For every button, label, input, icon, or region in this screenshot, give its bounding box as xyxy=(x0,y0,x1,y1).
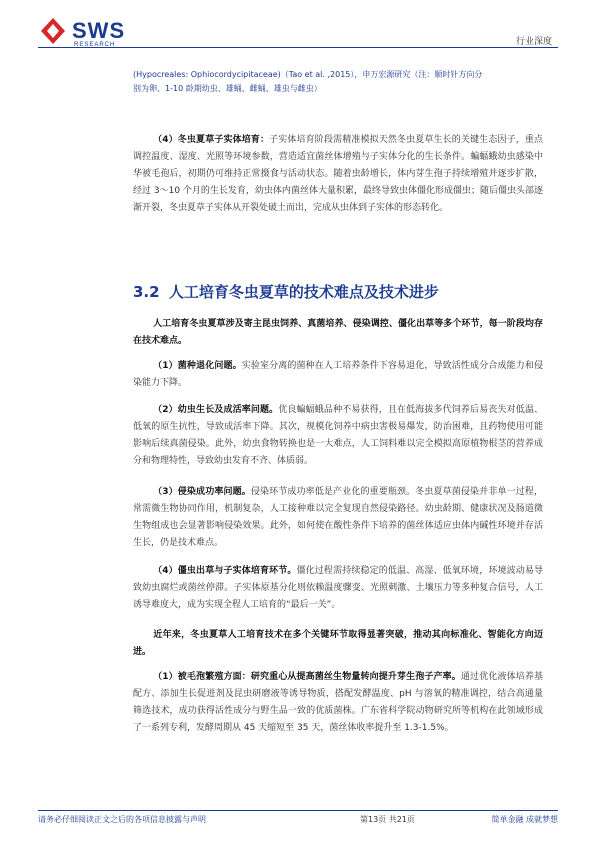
header-divider xyxy=(38,47,558,48)
difficulty-item xyxy=(133,563,543,614)
sws-logo xyxy=(38,14,148,54)
item-label: （4）僵虫出草与子实体培育环节。 xyxy=(153,566,297,576)
item-text: 优良蝙蝠蛾品种不易获得，且在低海拔多代饲养后易丧失对低温、低氧的原生抗性，导致成活率下降。其次，规模化饲养中病虫害极易爆发，防治困难，且药物使用可能影响后续真菌侵染。此外，幼虫食物转换也是一大难点，人工饲料难以完全模拟高原植物根茎的营养成分和物理特性，导致幼虫发育不齐、体质弱。 xyxy=(133,405,543,466)
progress-intro-text: 近年来，冬虫夏草人工培育技术在多个关键环节取得显著突破，推动其向标准化、智能化方向迈进。 xyxy=(133,630,543,657)
item-text: 通过优化液体培养基配方、添加生长促进剂及昆虫研磨液等诱导物质，搭配发酵温度、pH 与溶氧的精准调控，结合高通量筛选技术，成功获得活性成分与野生品一致的优质菌株。广东省科学院动物研究所等机构在此领域形成了一系列专利，发酵周期从 45 天缩短至 35 天，菌丝体收率提升至 1.3-1.5%。 xyxy=(133,672,543,733)
footer-slogan: 简单金融 成就梦想 xyxy=(491,815,558,824)
item-label: （2）幼虫生长及成活率问题。 xyxy=(153,405,279,415)
item-label: （1）菌种退化问题。 xyxy=(153,361,242,371)
caption-line-2: 别为卵、1-10 龄期幼虫、雄蛹、雌蛹、雄虫与雌虫） xyxy=(133,84,322,93)
paragraph-label: （4）冬虫夏草子实体培育： xyxy=(153,135,270,145)
document-type: 行业深度 xyxy=(515,37,552,47)
item-label: （3）侵染成功率问题。 xyxy=(153,487,251,497)
difficulty-item xyxy=(133,484,543,552)
footer-divider xyxy=(38,810,558,811)
caption-line-1: (Hypocreales: Ophiocordycipitaceae)（Tao et al. ,2015），申万宏源研究（注：顺时针方向分 xyxy=(133,70,483,79)
item-label: （1）被毛孢繁殖方面：研究重心从提高菌丝生物量转向提升芽生孢子产率。 xyxy=(153,672,461,682)
paragraph-text: 子实体培育阶段需精准模拟天然冬虫夏草生长的关键生态因子，重点调控温度、湿度、光照等环境参数，营造适宜菌丝体增殖与子实体分化的生长条件。蝙蝠蛾幼虫感染中华被毛孢后，初期仍可维持正常摄食与活动状态。随着虫龄增长，体内芽生孢子持续增殖并逐步扩散，经过 3～10 个月的生长发育，幼虫体内菌丝体大量积累，最终导致虫体僵化形成僵虫；随后僵虫头部逐渐开裂，冬虫夏草子实体从开裂处破土而出，完成从虫体到子实体的形态转化。 xyxy=(133,135,543,213)
section-title: 人工培育冬虫夏草的技术难点及技术进步 xyxy=(168,283,439,301)
footer-disclaimer: 请务必仔细阅读正文之后的各项信息披露与声明 xyxy=(38,815,206,824)
item-text: 侵染环节成功率低是产业化的重要瓶颈。冬虫夏草菌侵染并非单一过程，常需微生物协同作用，机制复杂，人工接种难以完全复现自然侵染路径。幼虫龄期、健康状况及肠道微生物组成也会显著影响侵染效果。此外，如何使在酸性条件下培养的菌丝体适应虫体内碱性环境并存活生长，仍是技术难点。 xyxy=(133,487,543,548)
difficulty-item xyxy=(133,402,543,470)
difficulty-item xyxy=(133,358,543,392)
item-text: 僵化过程需持续稳定的低温、高湿、低氧环境，环境波动易导致幼虫腐烂或菌丝停滞。子实体原基分化则依赖温度骤变、光照刺激、土壤压力等多种复合信号，人工诱导难度大，成为实现全程人工培育的“最后一关”。 xyxy=(133,566,543,610)
intro-paragraph xyxy=(133,316,543,350)
section-heading xyxy=(133,281,439,302)
logo-text: SWS xyxy=(72,18,126,43)
section-number: 3.2 xyxy=(133,283,160,301)
progress-item xyxy=(133,669,543,737)
logo-subtext: RESEARCH xyxy=(74,42,116,48)
sws-logo-icon xyxy=(38,16,68,46)
intro-text: 人工培育冬虫夏草涉及寄主昆虫饲养、真菌培养、侵染调控、僵化出草等多个环节，每一阶段均存在技术难点。 xyxy=(133,319,543,346)
progress-intro-paragraph xyxy=(133,627,543,661)
item-text: 实验室分离的菌种在人工培养条件下容易退化，导致活性成分合成能力和侵染能力下降。 xyxy=(133,361,543,388)
paragraph-fruiting-body xyxy=(133,132,543,217)
figure-source-note xyxy=(133,68,533,96)
page-number: 第13页 共21页 xyxy=(360,815,415,824)
